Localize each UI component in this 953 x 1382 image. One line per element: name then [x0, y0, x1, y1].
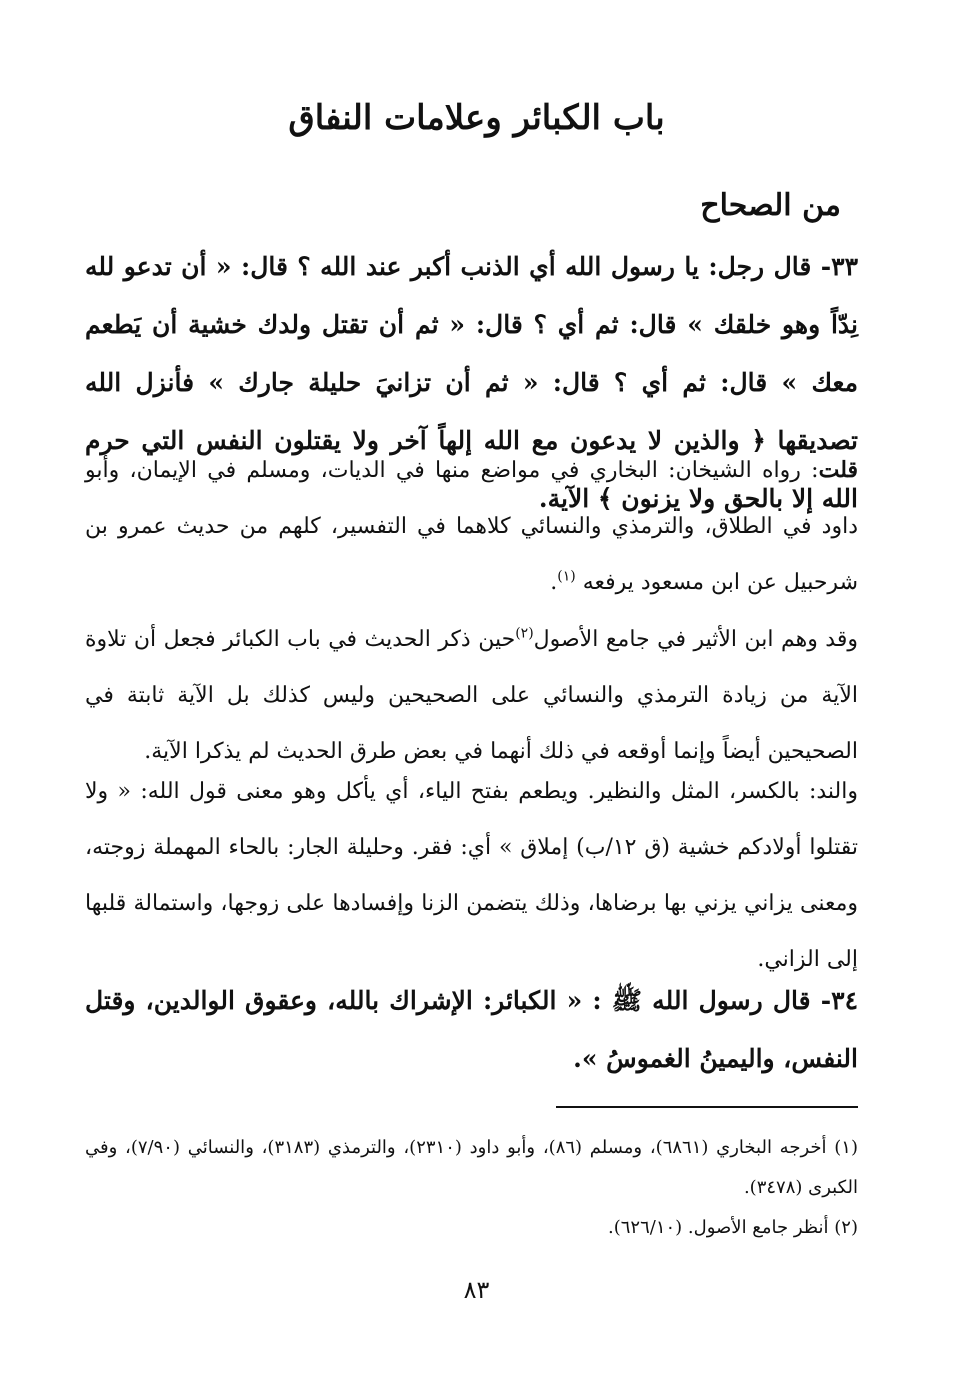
qult-text: : رواه الشيخان: البخاري في مواضع منها في الديات، ومسلم في الإيمان، وأبو داود في الطلاق، والترمذي والنسائي كلاهما في التفسير، كلهم من حديث عمرو بن شرحبيل عن ابن مسعود يرفعه	[85, 458, 858, 595]
qult-end: .	[550, 570, 558, 595]
commentary-paragraph-qult	[85, 442, 858, 611]
page-number: ٨٣	[463, 1276, 490, 1304]
footnote-1: (١) أخرجه البخاري (٦٨٦١)، ومسلم (٨٦)، وأبو داود (٢٣١٠)، والترمذي (٣١٨٣)، والنسائي (٧/٩٠)، وفي الكبرى (٣٤٧٨).	[85, 1137, 858, 1198]
wahm-text-before: وقد وهم ابن الأثير في جامع الأصول	[533, 627, 858, 652]
hadith-33: ٣٣- قال رجل: يا رسول الله أي الذنب أكبر عند الله ؟ قال: « أن تدعو لله نِدّاً وهو خلقك » قال: ثم أي ؟ قال: « ثم أن تقتل ولدك خشية أن يَطعم معك » قال: ثم أي ؟ قال: « ثم أن تزانيَ حليلة جارك » فأنزل الله تصديقها ﴿ والذين لا يدعون مع الله إلهاً آخر ولا يقتلون النفس التي حرم الله إلا بالحق ولا يزنون ﴾ الآية.	[85, 252, 858, 513]
chapter-title: باب الكبائر وعلامات النفاق	[288, 98, 665, 138]
footnote-ref-1: (١)	[557, 568, 576, 585]
footnote-separator	[556, 1106, 858, 1108]
footnote-2: (٢) أنظر جامع الأصول. (٦٢٦/١٠).	[608, 1217, 858, 1238]
footnotes	[85, 1128, 858, 1248]
glossary-paragraph: والند: بالكسر، المثل والنظير. ويطعم بفتح الياء، أي يأكل وهو معنى قول الله: « ولا تقتلوا أولادكم خشية (ق ١٢/ب) إملاق » أي: فقر. وحليلة الجار: بالحاء المهملة زوجته، ومعنى يزاني يزني بها برضاها، وذلك يتضمن الزنا وإفسادها على زوجها، واستمالة قلبها إلى الزاني.	[85, 779, 858, 972]
qult-label: قلت	[818, 457, 858, 483]
section-heading: من الصحاح	[700, 188, 841, 223]
wahm-text-after: حين ذكر الحديث في باب الكبائر فجعل أن تلاوة الآية من زيادة الترمذي والنسائي على الصحيحين وليس كذلك بل الآية ثابتة في الصحيحين أيضاً وإنما أوقعه في ذلك أنهما في بعض طرق الحديث لم يذكرا الآية.	[85, 627, 858, 764]
hadith-34: ٣٤- قال رسول الله ﷺ : « الكبائر: الإشراك بالله، وعقوق الوالدين، وقتل النفس، واليمينُ الغموسُ ».	[85, 986, 858, 1073]
footnote-ref-2: (٢)	[515, 625, 534, 642]
commentary-paragraph-wahm	[85, 612, 858, 780]
